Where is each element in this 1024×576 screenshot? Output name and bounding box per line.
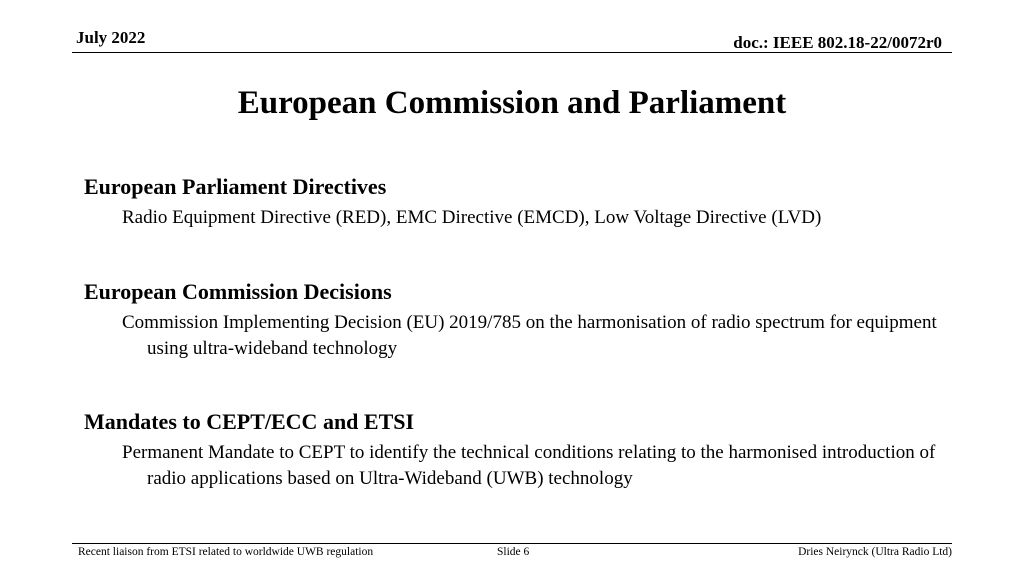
footer-left-text: Recent liaison from ETSI related to worldwide UWB regulation (78, 546, 374, 558)
header-doc-id: doc.: IEEE 802.18-22/0072r0 (733, 33, 942, 52)
section-heading: Mandates to CEPT/ECC and ETSI (84, 409, 415, 434)
section-body: Commission Implementing Decision (EU) 2019/785 on the harmonisation of radio spectrum for equipment using ultra-wideband technology (122, 312, 937, 359)
section-heading: European Commission Decisions (84, 279, 392, 304)
slide-number: Slide 6 (497, 546, 530, 558)
header-date: July 2022 (76, 28, 146, 47)
section-commission-decisions (84, 278, 944, 362)
header-divider (72, 52, 952, 53)
section-heading: European Parliament Directives (84, 174, 387, 199)
section-body: Radio Equipment Directive (RED), EMC Directive (EMCD), Low Voltage Directive (LVD) (122, 207, 822, 228)
section-body: Permanent Mandate to CEPT to identify the technical conditions relating to the harmonised introduction of radio applications based on Ultra-Wideband (UWB) technology (122, 442, 936, 489)
section-parliament-directives (84, 173, 944, 231)
footer-divider (72, 543, 952, 544)
slide-title: European Commission and Parliament (237, 85, 787, 121)
section-cept-mandates (84, 408, 944, 492)
footer-author: Dries Neirynck (Ultra Radio Ltd) (798, 546, 952, 558)
